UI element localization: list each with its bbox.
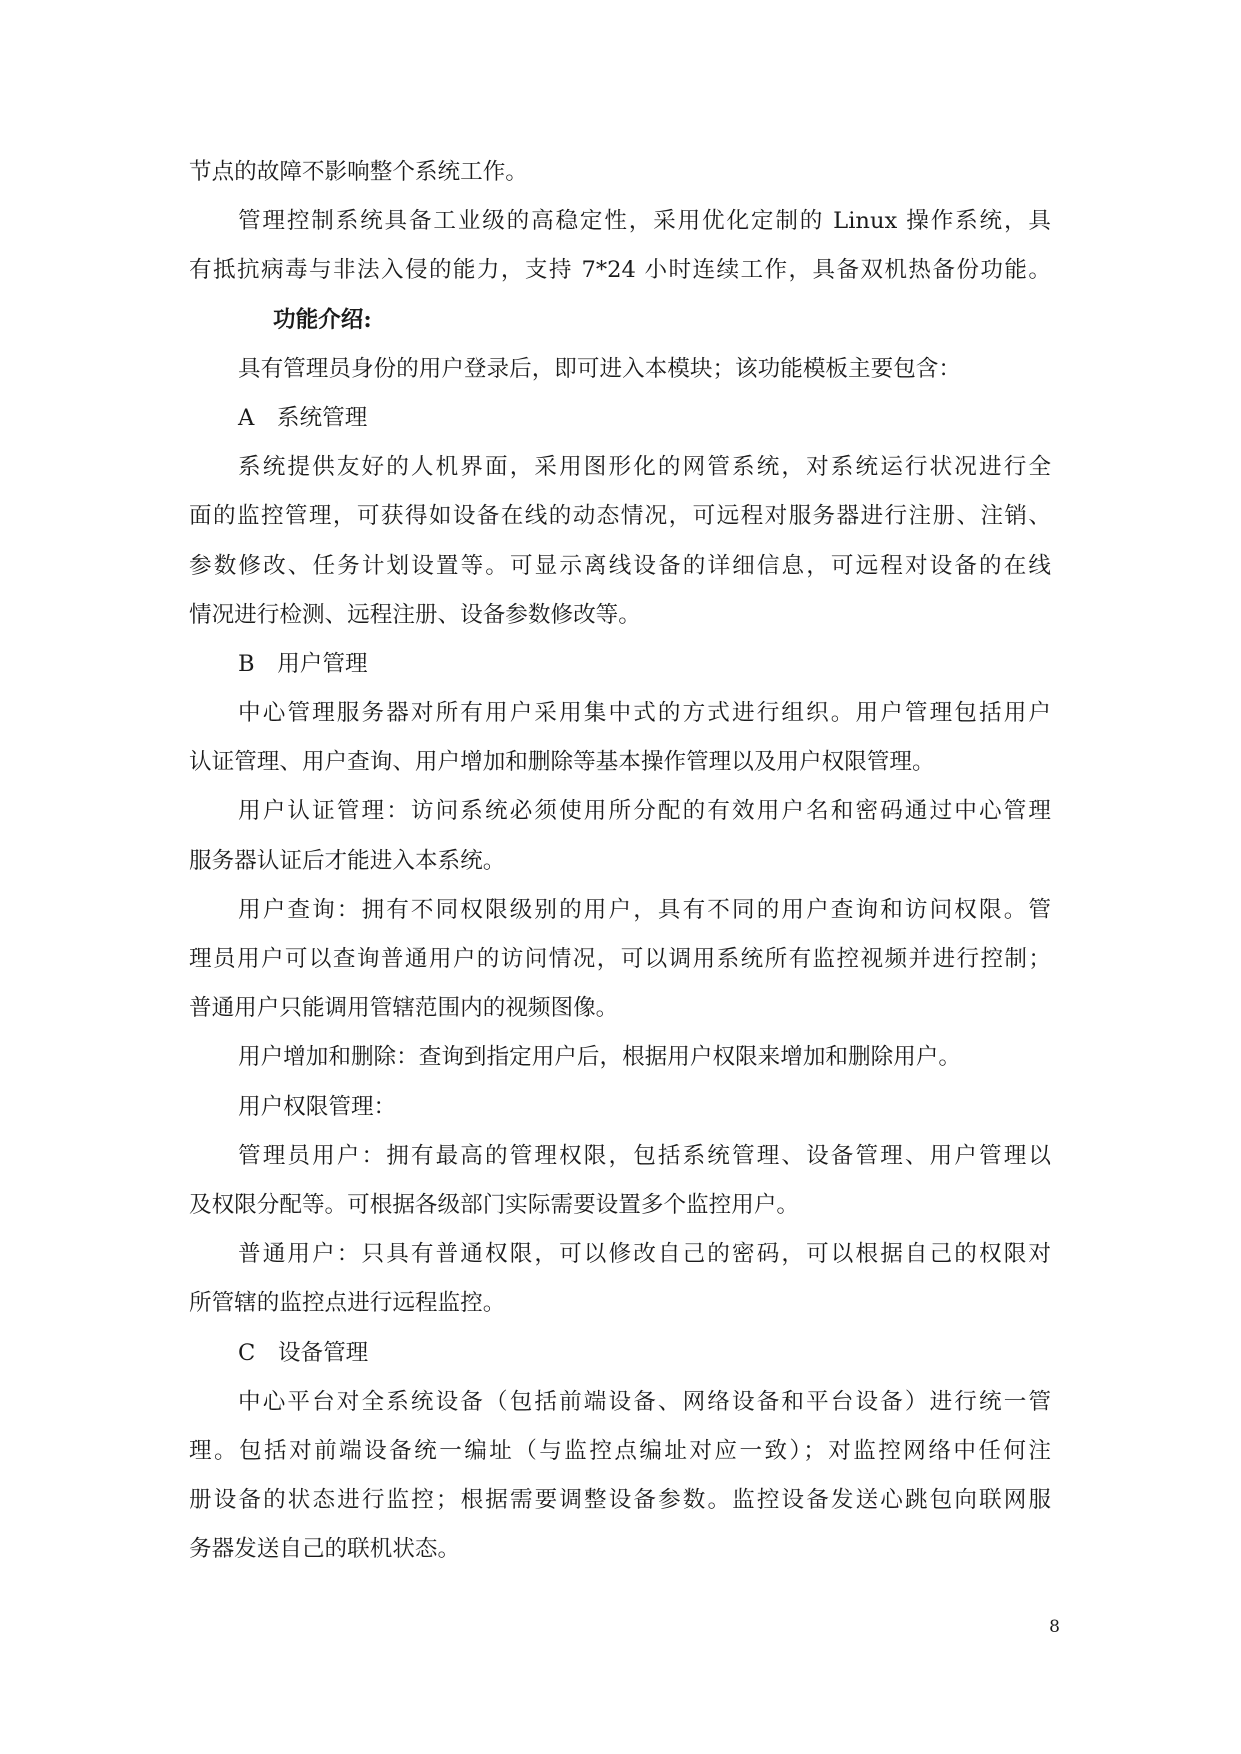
text-line: 用户认证管理：访问系统必须使用所分配的有效用户名和密码通过中心管理 [238,798,1051,825]
text-line: 情况进行检测、远程注册、设备参数修改等。 [189,601,641,628]
text-line: 系统提供友好的人机界面，采用图形化的网管系统，对系统运行状况进行全 [238,454,1051,481]
text-line: C 设备管理 [238,1339,369,1366]
text-line: 参数修改、任务计划设置等。可显示离线设备的详细信息，可远程对设备的在线 [189,552,1051,579]
text-line: 管理员用户：拥有最高的管理权限，包括系统管理、设备管理、用户管理以 [238,1142,1051,1169]
body-text [189,148,1051,1574]
text-line: 普通用户只能调用管辖范围内的视频图像。 [189,995,619,1022]
text-line: 册设备的状态进行监控；根据需要调整设备参数。监控设备发送心跳包向联网服 [189,1487,1051,1514]
text-line: 管理控制系统具备工业级的高稳定性，采用优化定制的 Linux 操作系统，具 [238,208,1051,235]
text-line: 及权限分配等。可根据各级部门实际需要设置多个监控用户。 [189,1191,800,1218]
text-line: 务器发送自己的联机状态。 [189,1536,461,1563]
text-line: 所管辖的监控点进行远程监控。 [189,1290,506,1317]
text-line: 具有管理员身份的用户登录后，即可进入本模块；该功能模板主要包含： [238,355,961,382]
text-line: 面的监控管理，可获得如设备在线的动态情况，可远程对服务器进行注册、注销、 [189,503,1051,530]
text-line: 理。包括对前端设备统一编址（与监控点编址对应一致）；对监控网络中任何注 [189,1437,1051,1464]
text-line: 中心平台对全系统设备（包括前端设备、网络设备和平台设备）进行统一管 [238,1388,1051,1415]
text-line: 服务器认证后才能进入本系统。 [189,847,506,874]
text-line: B 用户管理 [238,650,368,677]
text-line: 有抵抗病毒与非法入侵的能力，支持 7*24 小时连续工作，具备双机热备份功能。 [189,257,1051,284]
text-line: 用户查询：拥有不同权限级别的用户，具有不同的用户查询和访问权限。管 [238,896,1051,923]
text-line: 普通用户：只具有普通权限，可以修改自己的密码，可以根据自己的权限对 [238,1241,1051,1268]
section-heading: 功能介绍: [273,306,372,333]
page-number: 8 [1049,1617,1060,1637]
text-line: 用户权限管理： [238,1093,397,1120]
text-line: 认证管理、用户查询、用户增加和删除等基本操作管理以及用户权限管理。 [189,749,935,776]
text-line: 用户增加和删除：查询到指定用户后，根据用户权限来增加和删除用户。 [238,1044,961,1071]
text-line: 理员用户可以查询普通用户的访问情况，可以调用系统所有监控视频并进行控制； [189,946,1051,972]
text-line: 中心管理服务器对所有用户采用集中式的方式进行组织。用户管理包括用户 [238,700,1051,727]
text-line: 节点的故障不影响整个系统工作。 [189,159,528,185]
text-line: A 系统管理 [238,404,368,431]
